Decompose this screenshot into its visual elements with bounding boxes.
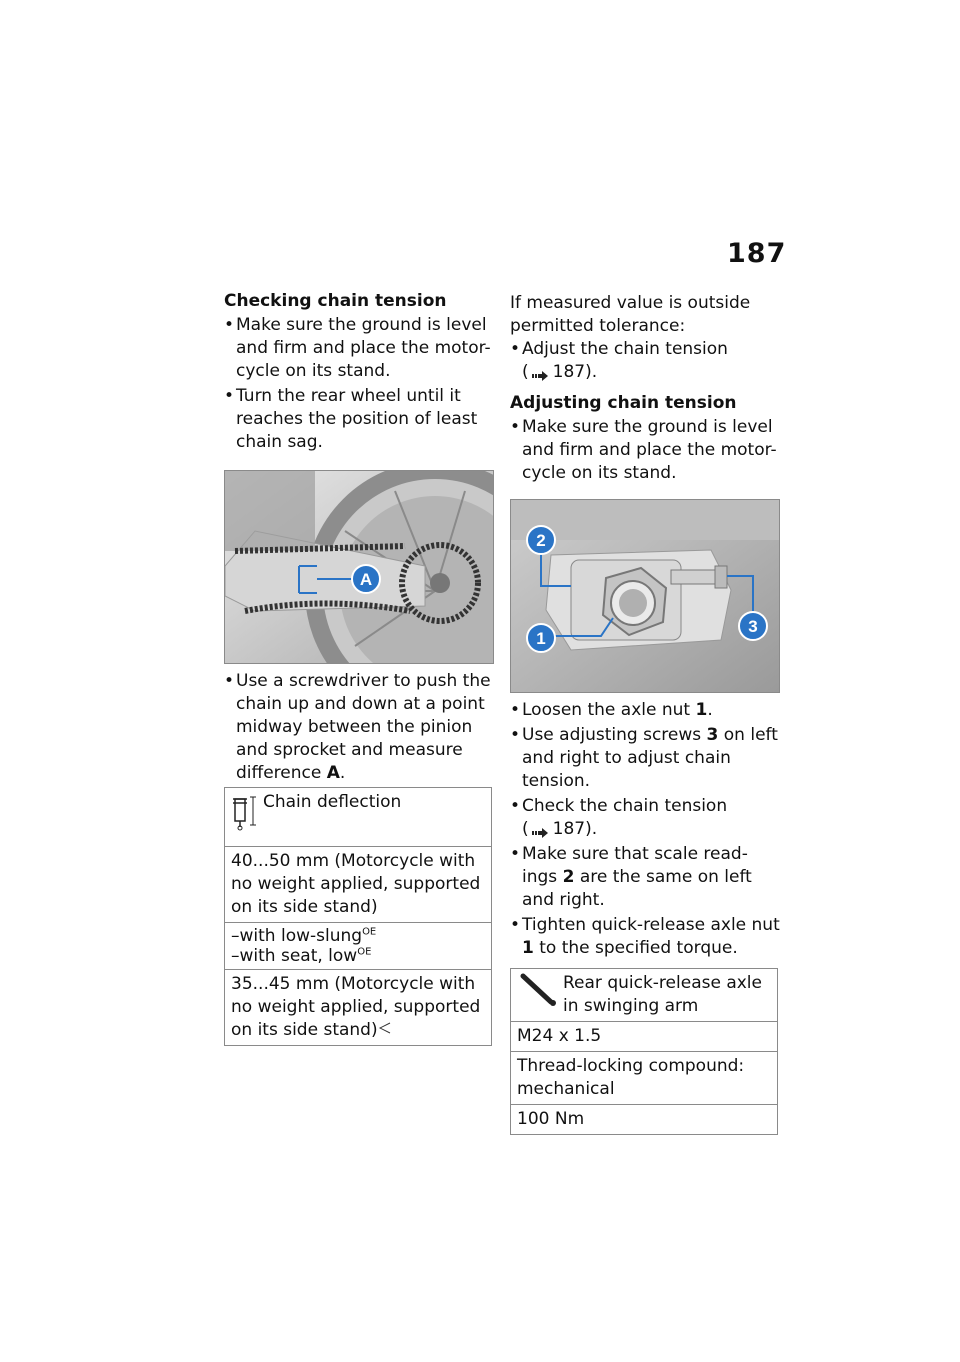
axle-figure [510, 499, 780, 693]
list-item: • Check the chain tension ( 187). [510, 795, 782, 841]
tolerance-intro: If measured value is outside permitted tolerance: [510, 293, 751, 336]
bullet-list-adjust-steps [510, 699, 782, 960]
page-number: 187 [727, 238, 787, 269]
spec-torque: 100 Nm [511, 1105, 778, 1135]
chain-sag-figure [224, 470, 494, 664]
spec-compound: Thread-locking compound: mechanical [511, 1052, 778, 1105]
spec-thread: M24 x 1.5 [511, 1022, 778, 1052]
left-column [224, 290, 494, 1046]
arrow-ref-icon [531, 366, 549, 378]
end-mark-icon [378, 1020, 392, 1040]
figure-callout-3: 3 [748, 617, 758, 636]
list-item: • Adjust the chain tension ( 187). [510, 338, 782, 384]
list-item: • Loosen the axle nut 1. [510, 699, 782, 722]
bullet-list-adjusting [510, 416, 782, 485]
axle-illustration [511, 500, 779, 692]
bullet-list-checking [224, 314, 494, 454]
figure-callout-1: 1 [536, 629, 546, 648]
list-item: • Turn the rear wheel until it reaches the position of least chain sag. [224, 385, 494, 454]
spec-value-standard: 40...50 mm (Motorcycle with no weight applied, supported on its side stand) [225, 847, 492, 923]
spec-header [511, 969, 778, 1022]
section-heading-adjusting: Adjusting chain tension [510, 393, 737, 413]
arrow-ref-icon [531, 823, 549, 835]
list-item: • Use adjusting screws 3 on left and right to adjust chain tension. [510, 724, 782, 793]
list-item: • Use a screwdriver to push the chain up and down at a point midway between the pinion and sprocket and measure difference A. [224, 670, 494, 785]
list-item: • Tighten quick-release axle nut 1 to the specified torque. [510, 914, 782, 960]
spec-options: –with low-slung$^{OE}$ –with seat, low$^{OE}$ [225, 923, 492, 970]
right-column [510, 292, 782, 1135]
bullet-list-adjust-ref [510, 338, 782, 384]
axle-torque-spec [510, 968, 778, 1135]
section-heading-checking: Checking chain tension [224, 291, 447, 311]
spec-value-lowered: 35...45 mm (Motorcycle with no weight applied, supported on its side stand) [225, 970, 492, 1046]
list-item: • Make sure that scale read-ings 2 are the same on left and right. [510, 843, 782, 912]
spec-title: Rear quick-release axle in swinging arm [563, 973, 762, 1016]
list-item: • Make sure the ground is level and firm and place the motor-cycle on its stand. [224, 314, 494, 383]
figure-callout-2: 2 [536, 531, 546, 550]
bullet-list-measure [224, 670, 494, 785]
chain-illustration [225, 471, 493, 663]
figure-callout-a: A [359, 570, 373, 589]
chain-deflection-spec [224, 787, 492, 1046]
list-item: • Make sure the ground is level and firm and place the motor-cycle on its stand. [510, 416, 782, 485]
torque-wrench-icon [517, 972, 563, 1018]
spec-title: Chain deflection [263, 792, 402, 812]
measure-icon [231, 791, 263, 838]
spec-header [225, 788, 492, 847]
